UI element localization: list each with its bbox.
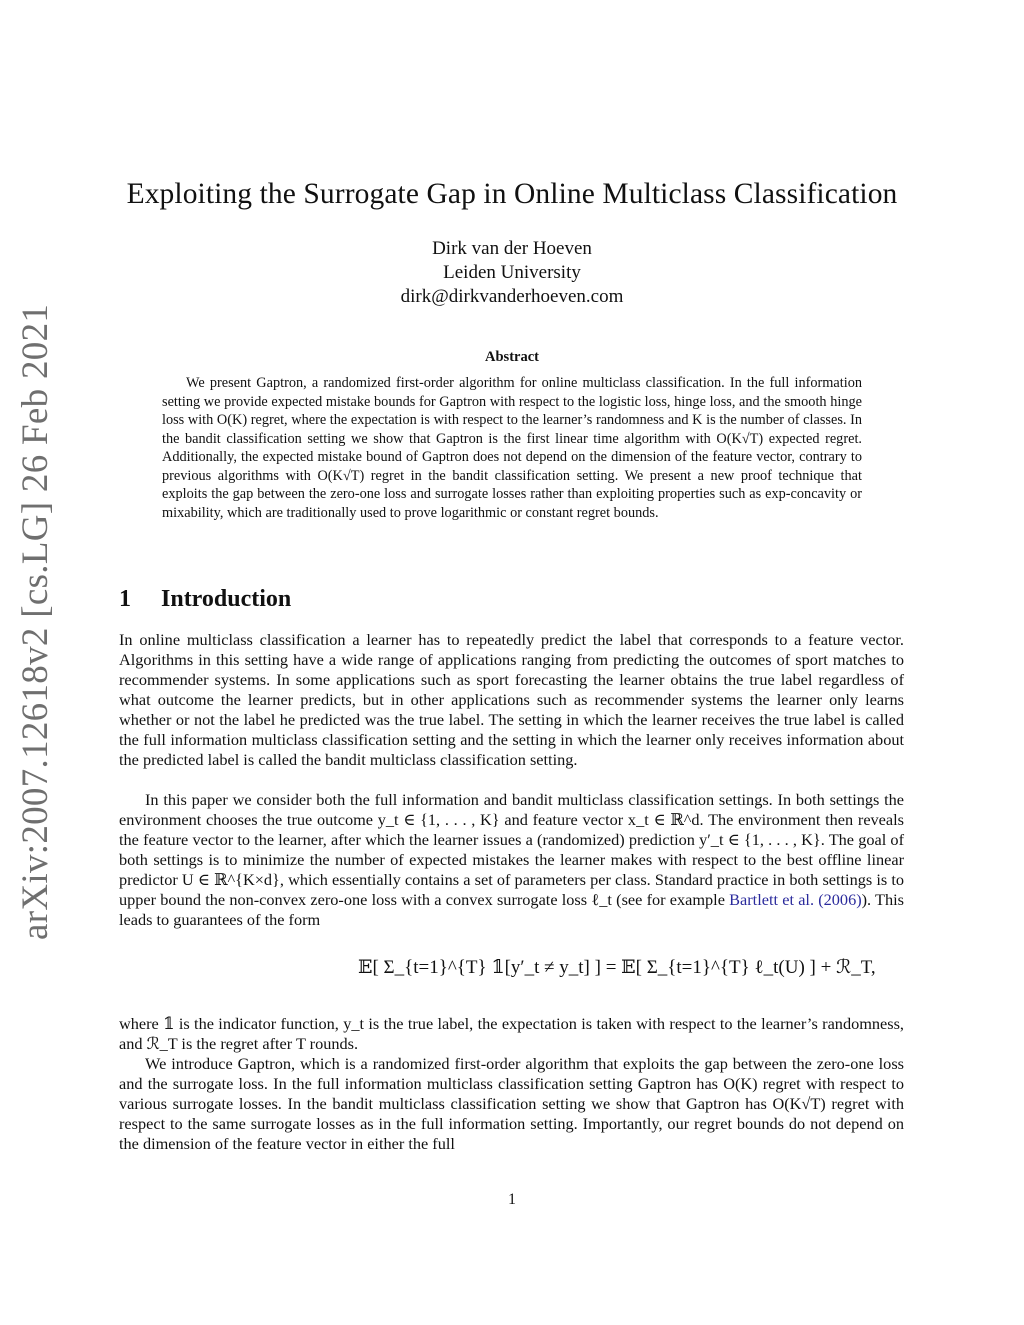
citation-link[interactable]: Bartlett et al. (2006)	[729, 890, 862, 909]
after-equation-text: where 𝟙 is the indicator function, y_t is the true label, the expectation is taken with respect to the learner’s randomness, and ℛ_T is the regret after T rounds.	[119, 1014, 904, 1053]
equation-text: 𝔼[ Σ_{t=1}^{T} 𝟙[y′_t ≠ y_t] ] = 𝔼[ Σ_{t=1}^{T} ℓ_t(U) ] + ℛ_T,	[358, 957, 876, 978]
arxiv-stamp: arXiv:2007.12618v2 [cs.LG] 26 Feb 2021	[15, 303, 56, 940]
abstract-body: We present Gaptron, a randomized first-order algorithm for online multiclass classification. In the full information setting we provide expected mistake bounds for Gaptron with respect to the logistic loss, hinge loss, and the smooth hinge loss with O(K) regret, where the expectation is with respect to the learner’s randomness and K is the number of classes. In the bandit classification setting we show that Gaptron is the first linear time algorithm with O(K√T) expected regret. Additionally, the expected mistake bound of Gaptron does not depend on the dimension of the feature vector, contrary to previous algorithms with O(K√T) regret in the bandit classification setting. We present a new proof technique that exploits the gap between the zero-one loss and surrogate losses rather than exploiting properties such as exp-concavity or mixability, which are traditionally used to prove logarithmic or constant regret bounds.	[162, 375, 862, 521]
author-affiliation: Leiden University	[443, 262, 581, 283]
intro-paragraph-2-tail: ). This leads to guarantees of the form	[119, 890, 905, 929]
paper-title: Exploiting the Surrogate Gap in Online Multiclass Classification	[126, 178, 898, 210]
author-name: Dirk van der Hoeven	[432, 238, 592, 259]
intro-paragraph-2	[119, 790, 904, 930]
abstract-heading: Abstract	[485, 349, 539, 365]
section-heading	[119, 586, 291, 613]
display-equation	[0, 946, 1024, 1006]
author-email: dirk@dirkvanderhoeven.com	[400, 286, 624, 307]
section-title: Introduction	[161, 586, 292, 612]
intro-paragraph-1: In online multiclass classification a learner has to repeatedly predict the label that corresponds to a feature vector. Algorithms in this setting have a wide range of applications ranging from predicting the outcomes of sport matches to recommender systems. In some applications such as sport forecasting the learner obtains the true label regardless of what outcome the learner predicts, but in other applications such as recommender systems the learner only learns whether or not the label he predicted was the true label. The setting in which the learner receives the true label is called the full information multiclass classification setting and the setting in which the learner only receives information about the predicted label is called the bandit multiclass classification setting.	[119, 630, 904, 769]
intro-paragraph-2-text: In this paper we consider both the full information and bandit multiclass classification settings. In both settings the environment chooses the true outcome y_t ∈ {1, . . . , K} and feature vector x_t ∈ ℝ^d. The environment then reveals the feature vector to the learner, after which the learner issues a (randomized) prediction y′_t ∈ {1, . . . , K}. The goal of both settings is to minimize the number of expected mistakes the learner makes with respect to the best offline linear predictor U ∈ ℝ^{K×d}, which essentially contains a set of parameters per class. Standard practice in both settings is to upper bound the non-convex zero-one loss with a convex surrogate loss ℓ_t (see for example	[119, 790, 904, 909]
intro-paragraph-3: We introduce Gaptron, which is a randomized first-order algorithm that exploits the gap between the zero-one loss and the surrogate loss. In the full information multiclass classification setting Gaptron has O(K) regret with respect to various surrogate losses. In the bandit multiclass classification setting we show that Gaptron has O(K√T) regret with respect to the same surrogate losses as in the full information setting. Importantly, our regret bounds do not depend on the dimension of the feature vector in either the full	[119, 1054, 904, 1153]
page-number: 1	[508, 1191, 516, 1208]
section-number: 1	[119, 586, 131, 612]
